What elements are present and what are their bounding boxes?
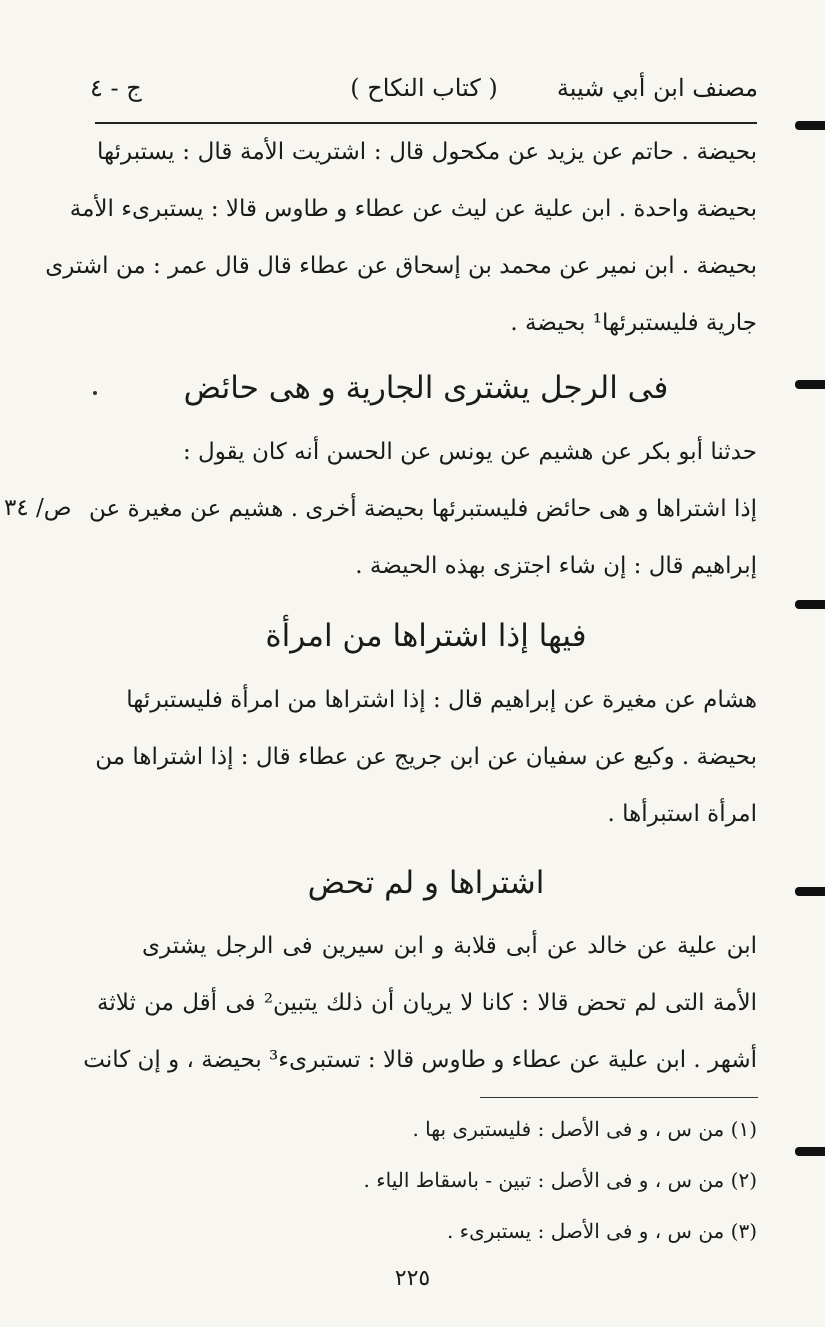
header-volume: ج - ٤ [90, 74, 142, 102]
page-number: ٢٢٥ [394, 1266, 431, 1291]
body-line: إذا اشتراها و هى حائض فليستبرئها بحيضة أخرى . هشيم عن مغيرة عن [89, 496, 757, 522]
body-line: بحيضة . حاتم عن يزيد عن مكحول قال : اشتريت الأمة قال : يستبرئها [97, 139, 757, 165]
scan-edge-mark [795, 600, 825, 609]
scan-edge-mark [795, 887, 825, 896]
body-line: جارية فليستبرئها¹ بحيضة . [510, 310, 757, 336]
section-heading: اشتراها و لم تحض [307, 865, 545, 901]
body-line: امرأة استبرأها . [607, 801, 757, 827]
body-line: الأمة التى لم تحض قالا : كانا لا يريان أن ذلك يتبين² فى أقل من ثلاثة [97, 990, 758, 1016]
body-line: حدثنا أبو بكر عن هشيم عن يونس عن الحسن أنه كان يقول : [182, 439, 757, 465]
body-line: إبراهيم قال : إن شاء اجتزى بهذه الحيضة . [355, 553, 757, 579]
footnote-rule [480, 1097, 758, 1098]
body-line: بحيضة . ابن نمير عن محمد بن إسحاق عن عطاء قال قال عمر : من اشترى [45, 253, 757, 279]
scan-edge-mark [795, 380, 825, 389]
scan-edge-mark [795, 121, 825, 130]
footnote: (١) من س ، و فى الأصل : فليستبرى بها . [412, 1117, 757, 1141]
section-heading: فى الرجل يشترى الجارية و هى حائض [183, 370, 669, 406]
body-line: بحيضة . وكيع عن سفيان عن ابن جريج عن عطاء قال : إذا اشتراها من [95, 744, 757, 770]
section-heading: فيها إذا اشتراها من امرأة [265, 618, 587, 654]
scan-speck [93, 391, 97, 395]
footnote: (٣) من س ، و فى الأصل : يستبرىء . [446, 1219, 757, 1243]
scan-edge-mark [795, 1147, 825, 1156]
body-line: بحيضة واحدة . ابن علية عن ليث عن عطاء و طاوس قالا : يستبرىء الأمة [69, 196, 757, 222]
footnote: (٢) من س ، و فى الأصل : تبين - باسقاط الياء . [363, 1168, 757, 1192]
header-book-title: مصنف ابن أبي شيبة [556, 74, 758, 102]
margin-page-reference: ص/ ٣٤ [4, 495, 72, 521]
header-chapter-title: ( كتاب النكاح ) [350, 74, 498, 102]
body-line: هشام عن مغيرة عن إبراهيم قال : إذا اشتراها من امرأة فليستبرئها [126, 687, 757, 713]
running-header [90, 68, 758, 112]
body-line: أشهر . ابن علية عن عطاء و طاوس قالا : تستبرىء³ بحيضة ، و إن كانت [83, 1047, 757, 1073]
header-rule [95, 122, 757, 124]
body-line: ابن علية عن خالد عن أبى قلابة و ابن سيرين فى الرجل يشترى [142, 933, 757, 959]
